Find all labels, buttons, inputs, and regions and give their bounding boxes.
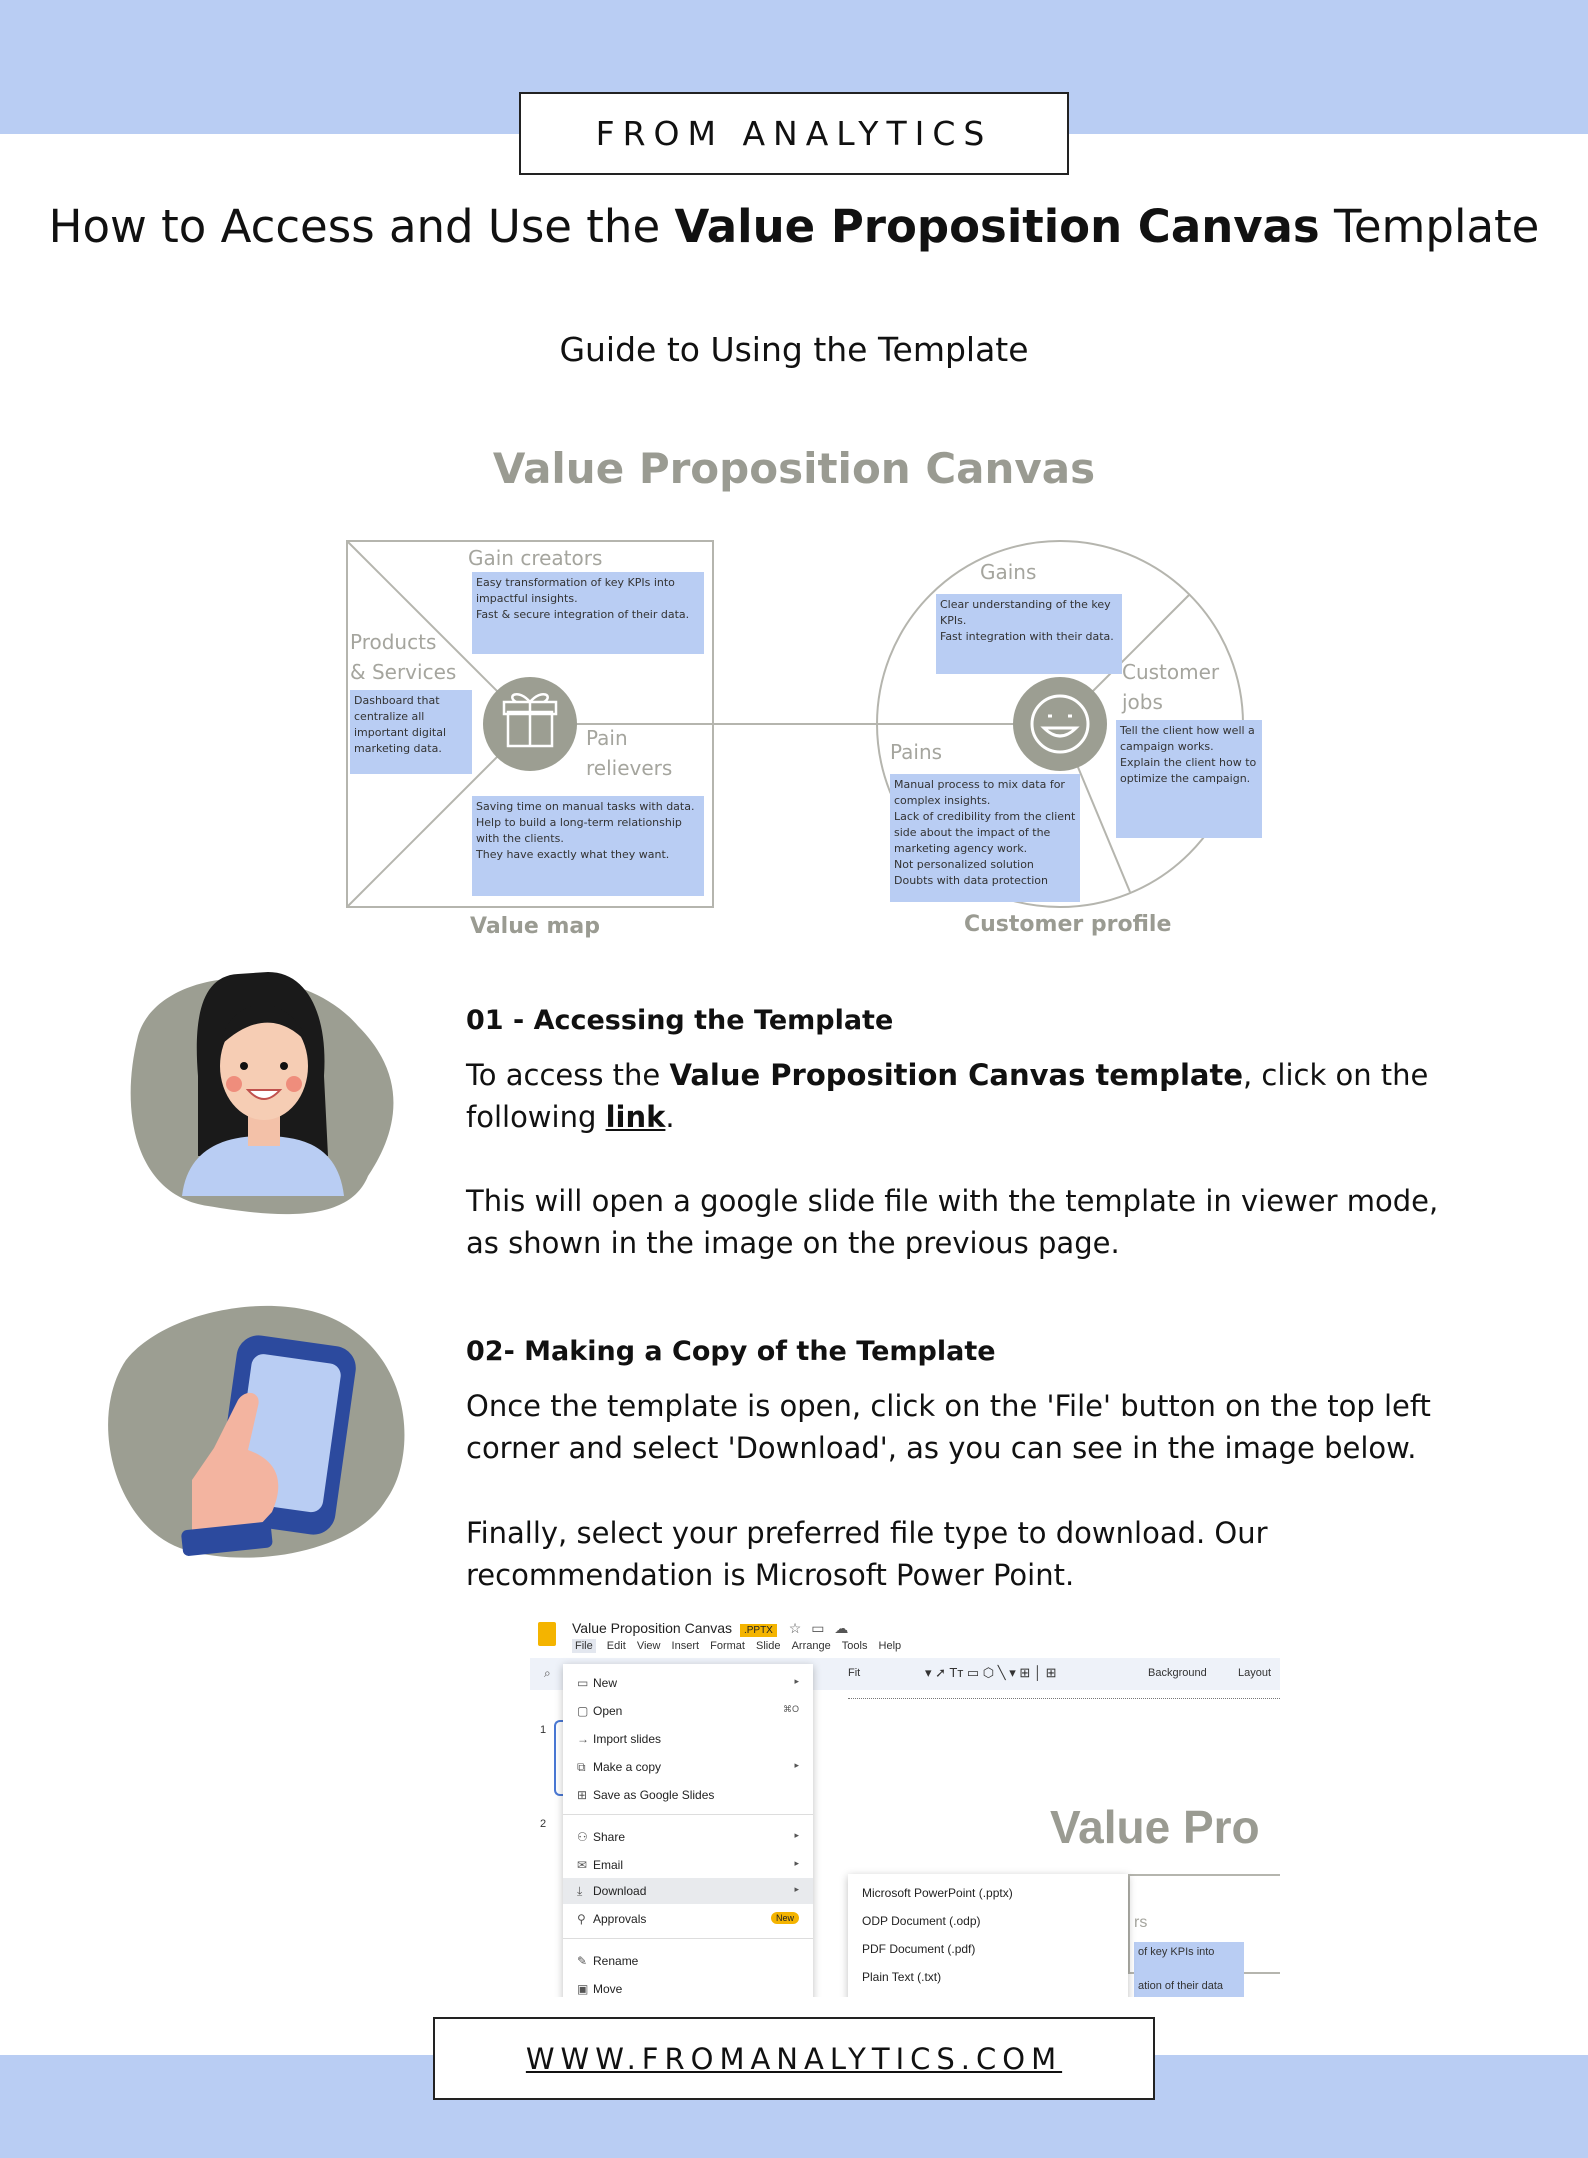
cloud-icon[interactable]: ☁ — [834, 1620, 849, 1636]
pain-relievers-label-1: Pain — [586, 726, 628, 750]
file-menu — [563, 1664, 813, 1997]
template-link[interactable]: link — [605, 1100, 666, 1134]
pain-relievers-label-2: relievers — [586, 756, 673, 780]
section2-paragraph1: Once the template is open, click on the 'File' button on the top left corner and select 'Download', as you can see in the image below. — [466, 1389, 1431, 1465]
menu-divider-2 — [563, 1938, 813, 1939]
new-badge: New — [771, 1912, 799, 1924]
menu-divider — [563, 1814, 813, 1815]
menu-item-rename-label: Rename — [593, 1954, 639, 1968]
section2-paragraph2: Finally, select your preferred file type to download. Our recommendation is Microsoft Power Point. — [466, 1516, 1268, 1592]
s1-p1-pre: To access the — [466, 1058, 670, 1092]
menu-item-download[interactable] — [577, 1884, 799, 1899]
background-button[interactable]: Background — [1148, 1667, 1207, 1679]
gain-creators-label: Gain creators — [468, 546, 603, 570]
save-icon: ⊞ — [577, 1788, 588, 1802]
slide-number-2: 2 — [540, 1818, 547, 1830]
products-note: Dashboard that centralize all important digital marketing data. — [350, 690, 472, 774]
pains-note: Manual process to mix data for complex insights. Lack of credibility from the client side about the impact of the marketing agency work. Not personalized solution Doubts with data protection — [890, 774, 1080, 902]
menu-item-download-label: Download — [593, 1884, 647, 1898]
ruler — [848, 1698, 1280, 1699]
page-subtitle: Guide to Using the Template — [559, 330, 1029, 369]
menu-item-new-label: New — [593, 1676, 618, 1690]
canvas-title: Value Proposition Canvas — [492, 444, 1096, 493]
slide-preview-title: Value Pro — [1050, 1801, 1260, 1853]
menu-item-open-label: Open — [593, 1704, 623, 1718]
title-post: Template — [1319, 200, 1540, 253]
menu-item-approvals[interactable] — [577, 1912, 799, 1926]
star-icon[interactable]: ☆ — [788, 1620, 802, 1636]
download-arrow: ▸ — [794, 1884, 799, 1894]
slide-preview-line-1: of key KPIs into — [1138, 1946, 1215, 1958]
woman-avatar-illustration — [118, 966, 408, 1236]
pains-label: Pains — [890, 740, 943, 764]
slide-number-1: 1 — [540, 1724, 547, 1736]
s1-p1-post: . — [665, 1100, 675, 1134]
menu-format[interactable]: Format — [710, 1640, 745, 1652]
menu-item-save-as-label: Save as Google Slides — [593, 1788, 715, 1802]
approvals-icon: ⚲ — [577, 1912, 586, 1926]
download-icon: ⤓ — [577, 1884, 583, 1898]
website-url[interactable]: WWW.FROMANALYTICS.COM — [525, 2041, 1063, 2076]
import-icon: → — [577, 1732, 589, 1746]
customer-profile-caption: Customer profile — [964, 912, 1172, 937]
page-title — [0, 200, 1588, 253]
download-pdf[interactable]: PDF Document (.pdf) — [862, 1942, 976, 1956]
menu-item-open[interactable] — [577, 1704, 799, 1718]
value-map-caption: Value map — [470, 914, 600, 939]
new-arrow: ▸ — [794, 1676, 799, 1686]
gains-label: Gains — [980, 560, 1037, 584]
folder-icon[interactable]: ▭ — [811, 1620, 825, 1636]
share-arrow: ▸ — [794, 1830, 799, 1840]
open-shortcut: ⌘O — [782, 1704, 799, 1714]
menu-help[interactable]: Help — [878, 1640, 902, 1652]
download-odp[interactable]: ODP Document (.odp) — [862, 1914, 981, 1928]
slides-logo-icon — [538, 1622, 556, 1646]
gains-note: Clear understanding of the key KPIs. Fast integration with their data. — [936, 594, 1122, 674]
s1-p1-mid: , click on the following — [466, 1058, 1429, 1134]
products-label-1: Products — [350, 630, 437, 654]
menu-tools[interactable]: Tools — [841, 1640, 868, 1652]
section1-paragraph1 — [466, 1054, 1466, 1138]
menu-item-email-label: Email — [593, 1858, 624, 1872]
menu-item-move[interactable] — [577, 1982, 799, 1996]
brand-name: FROM ANALYTICS — [595, 114, 993, 153]
section2-heading: 02- Making a Copy of the Template — [466, 1336, 996, 1367]
menu-item-rename[interactable] — [577, 1954, 799, 1968]
customer-jobs-label-1: Customer — [1122, 660, 1220, 684]
products-label-2: & Services — [350, 660, 457, 684]
menu-slide[interactable]: Slide — [756, 1640, 781, 1652]
menu-file[interactable]: File — [572, 1639, 596, 1653]
section1-paragraph2: This will open a google slide file with the template in viewer mode, as shown in the image on the previous page. — [466, 1184, 1439, 1260]
google-slides-screenshot — [530, 1612, 1280, 1997]
menu-item-make-copy[interactable] — [577, 1760, 799, 1775]
tablet-hand-illustration — [96, 1300, 416, 1570]
s1-p1-bold: Value Proposition Canvas template — [669, 1058, 1243, 1092]
zoom-fit[interactable]: Fit — [848, 1667, 861, 1679]
menu-item-share[interactable] — [577, 1830, 799, 1844]
make-copy-arrow: ▸ — [794, 1760, 799, 1770]
menu-item-import-label: Import slides — [593, 1732, 662, 1746]
layout-button[interactable]: Layout — [1238, 1667, 1272, 1679]
doc-title: Value Proposition Canvas — [572, 1620, 733, 1636]
copy-icon: ⧉ — [577, 1760, 586, 1774]
download-txt[interactable]: Plain Text (.txt) — [862, 1970, 942, 1984]
menu-item-share-label: Share — [593, 1830, 626, 1844]
pain-relievers-note: Saving time on manual tasks with data. Help to build a long-term relationship with the clients. They have exactly what they want. — [472, 796, 704, 896]
gain-creators-note: Easy transformation of key KPIs into impactful insights. Fast & secure integration of their data. — [472, 572, 704, 654]
move-icon: ▣ — [577, 1982, 589, 1996]
brand-box — [519, 92, 1069, 175]
toolbar-tools-icon[interactable]: ▾ ➚ Tт ▭ ⬡ ╲ ▾ ⊞ │ ⊞ — [925, 1665, 1057, 1680]
menu-item-approvals-label: Approvals — [593, 1912, 647, 1926]
email-icon: ✉ — [577, 1858, 588, 1872]
new-icon: ▭ — [577, 1676, 589, 1690]
customer-jobs-note: Tell the client how well a campaign works. Explain the client how to optimize the campaign. — [1116, 720, 1262, 838]
value-proposition-diagram — [330, 530, 1290, 950]
menu-item-move-label: Move — [593, 1982, 623, 1996]
menu-insert[interactable]: Insert — [671, 1640, 700, 1652]
menu-item-email[interactable] — [577, 1858, 799, 1872]
menu-item-make-copy-label: Make a copy — [593, 1760, 662, 1774]
menu-item-new[interactable] — [577, 1676, 799, 1690]
customer-jobs-label-2: jobs — [1122, 690, 1163, 714]
email-arrow: ▸ — [794, 1858, 799, 1868]
open-icon: ▢ — [577, 1704, 589, 1718]
menu-item-import[interactable] — [577, 1732, 799, 1746]
title-bold: Value Proposition Canvas — [674, 200, 1320, 253]
section1-heading: 01 - Accessing the Template — [466, 1005, 894, 1036]
doc-badge: .PPTX — [740, 1624, 777, 1637]
search-icon[interactable]: ⌕ — [544, 1666, 551, 1680]
slide-preview-note — [1134, 1942, 1244, 1997]
download-submenu — [848, 1874, 1128, 1997]
menu-arrange[interactable]: Arrange — [791, 1640, 831, 1652]
download-pptx[interactable]: Microsoft PowerPoint (.pptx) — [862, 1886, 1013, 1900]
website-box[interactable] — [433, 2017, 1155, 2100]
slide-preview-line-2: ation of their data — [1138, 1980, 1224, 1992]
title-pre: How to Access and Use the — [48, 200, 675, 253]
rename-icon: ✎ — [577, 1954, 588, 1968]
menu-edit[interactable]: Edit — [606, 1640, 626, 1652]
slide-preview-label: rs — [1134, 1914, 1148, 1931]
menubar — [572, 1640, 901, 1652]
share-icon: ⚇ — [577, 1830, 588, 1844]
menu-view[interactable]: View — [636, 1640, 661, 1652]
menu-item-save-as[interactable] — [577, 1788, 799, 1802]
